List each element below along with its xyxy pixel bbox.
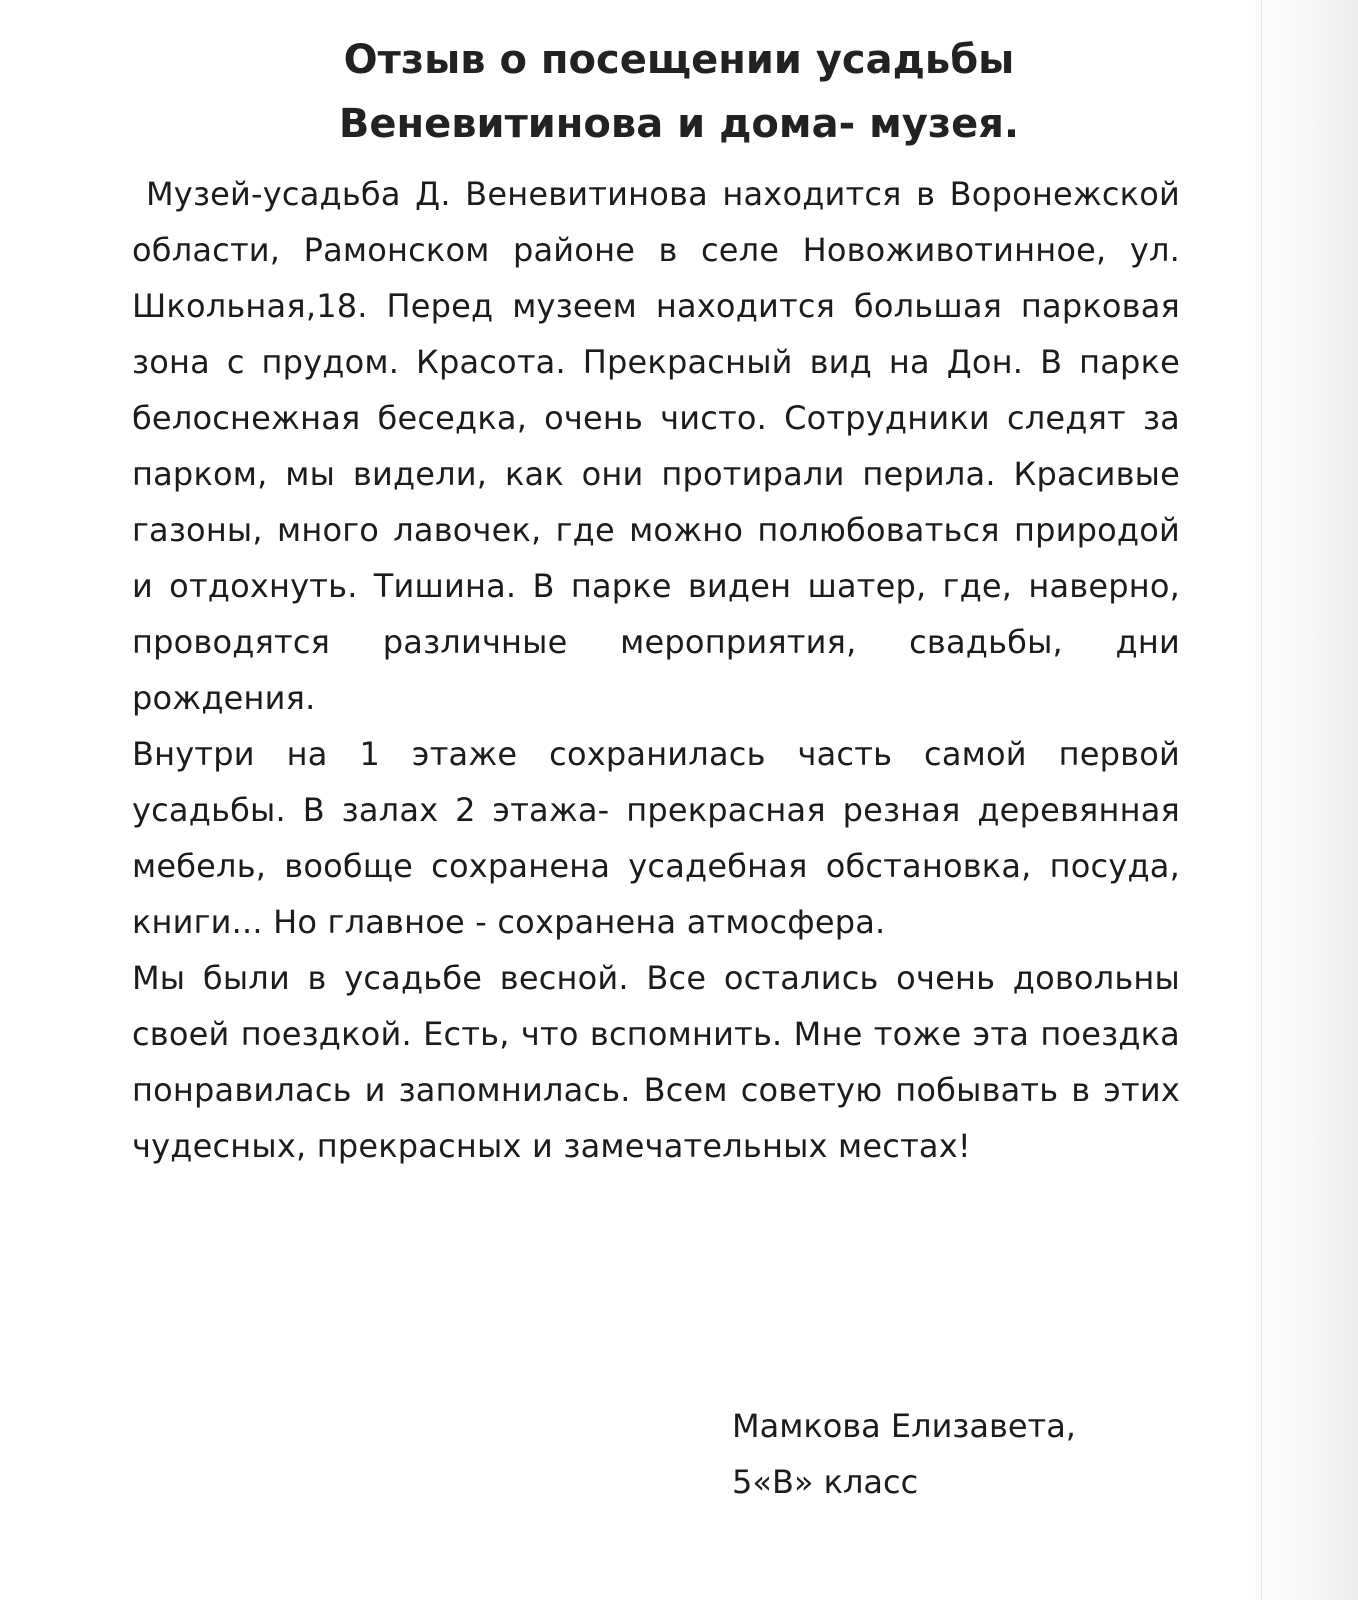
document-body — [132, 166, 1180, 1174]
title-line-1: Отзыв о посещении усадьбы — [343, 37, 1015, 83]
paragraph-conclusion: Мы были в усадьбе весной. Все остались очень довольны своей поездкой. Есть, что вспомнить. Мне тоже эта поездка понравилась и запомнилась. Всем советую побывать в этих чудесных, прекрасных и замечательных местах! — [132, 959, 1180, 1165]
paragraph-interior: Внутри на 1 этаже сохранилась часть самой первой усадьбы. В залах 2 этажа- прекрасная резная деревянная мебель, вообще сохранена усадебная обстановка, посуда, книги... Но главное - сохранена атмосфера. — [132, 735, 1180, 941]
signature-name: Мамкова Елизавета, — [732, 1407, 1076, 1445]
document-title — [0, 28, 1358, 156]
paragraph-park: Музей-усадьба Д. Веневитинова находится в Воронежской области, Рамонском районе в селе Новоживотинное, ул. Школьная,18. Перед музеем находится большая парковая зона с прудом. Красота. Прекрасный вид на Дон. В парке белоснежная беседка, очень чисто. Сотрудники следят за парком, мы видели, как они протирали перила. Красивые газоны, много лавочек, где можно полюбоваться природой и отдохнуть. Тишина. В парке виден шатер, где, наверно, проводятся различные мероприятия, свадьбы, дни рождения. — [132, 175, 1180, 717]
page-edge-line — [1261, 0, 1262, 1600]
title-line-2: Веневитинова и дома- музея. — [338, 101, 1020, 147]
signature-class: 5«В» класс — [732, 1463, 919, 1501]
signature — [732, 1398, 1076, 1510]
page-edge-shadow — [1248, 0, 1358, 1600]
